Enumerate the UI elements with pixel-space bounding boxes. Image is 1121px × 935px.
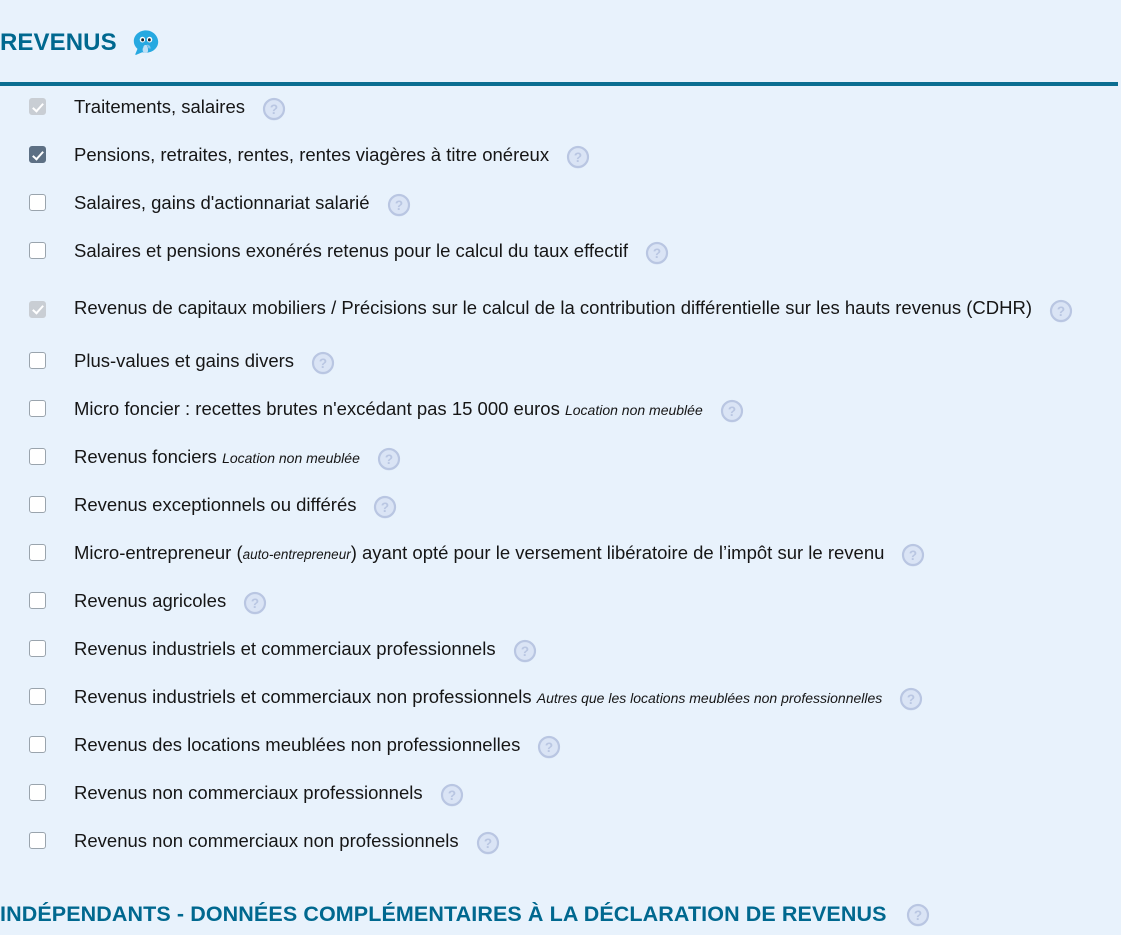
checkbox-label	[74, 820, 1120, 857]
svg-text:?: ?	[520, 644, 529, 660]
label-text: Revenus industriels et commerciaux professionnels	[74, 638, 496, 659]
checkbox-cell	[0, 134, 74, 163]
checkbox-row	[0, 278, 1121, 340]
checkbox-label	[74, 580, 1120, 617]
checkbox-cell	[0, 388, 74, 417]
checkbox-cell	[0, 580, 74, 609]
checkbox-cell	[0, 772, 74, 801]
checkbox-label	[74, 724, 1120, 761]
label-text: Revenus industriels et commerciaux non professionnels	[74, 686, 532, 707]
checkbox-3[interactable]	[29, 194, 46, 211]
checkbox-label	[74, 628, 1120, 665]
help-icon[interactable]	[717, 396, 747, 426]
checkbox-14[interactable]	[29, 736, 46, 753]
label-italic-note: auto-entrepreneur	[242, 547, 351, 562]
label-text: Revenus exceptionnels ou différés	[74, 494, 357, 515]
svg-text:?: ?	[483, 836, 492, 852]
checkbox-row	[0, 676, 1121, 724]
checkbox-row	[0, 724, 1121, 772]
checkbox-cell	[0, 724, 74, 753]
checkbox-8[interactable]	[29, 448, 46, 465]
checkbox-5	[29, 301, 46, 318]
svg-text:?: ?	[251, 596, 260, 612]
checkbox-label	[74, 340, 1120, 377]
svg-text:?: ?	[907, 692, 916, 708]
checkbox-11[interactable]	[29, 592, 46, 609]
svg-text:?: ?	[394, 198, 403, 214]
label-text: Pensions, retraites, rentes, rentes viagères à titre onéreux	[74, 144, 550, 165]
checkbox-cell	[0, 484, 74, 513]
checkbox-label	[74, 134, 1120, 171]
checkbox-row	[0, 182, 1121, 230]
checkbox-cell	[0, 532, 74, 561]
checkbox-label	[74, 484, 1120, 521]
checkbox-cell	[0, 230, 74, 259]
checkbox-label	[74, 436, 1120, 473]
help-icon[interactable]	[473, 828, 503, 858]
checkbox-label	[74, 86, 1120, 123]
checkbox-row	[0, 580, 1121, 628]
svg-text:?: ?	[652, 246, 662, 262]
checkbox-row	[0, 388, 1121, 436]
help-icon[interactable]	[534, 732, 564, 762]
svg-text:?: ?	[545, 740, 554, 756]
help-icon[interactable]	[896, 684, 926, 714]
label-text: Revenus non commerciaux professionnels	[74, 782, 423, 803]
label-text: Revenus agricoles	[74, 590, 227, 611]
label-text: Revenus des locations meublées non professionnelles	[74, 734, 521, 755]
help-icon[interactable]	[240, 588, 270, 618]
chatbot-assistant-icon[interactable]	[131, 28, 161, 58]
checkbox-cell	[0, 676, 74, 705]
checkbox-row	[0, 484, 1121, 532]
label-text: Revenus de capitaux mobiliers / Précisions sur le calcul de la contribution différentielle sur les hauts revenus (CDHR)	[74, 297, 1032, 319]
help-icon[interactable]	[898, 540, 928, 570]
checkbox-row	[0, 340, 1121, 388]
label-text: Salaires et pensions exonérés retenus pour le calcul du taux effectif	[74, 240, 628, 261]
checkbox-row	[0, 820, 1121, 868]
checkbox-1	[29, 98, 46, 115]
svg-text:?: ?	[318, 356, 328, 372]
checkbox-label	[74, 293, 1120, 324]
checkbox-12[interactable]	[29, 640, 46, 657]
checkbox-label	[74, 182, 1120, 219]
section-header-revenus	[0, 26, 161, 60]
checkbox-cell	[0, 182, 74, 211]
svg-text:?: ?	[447, 788, 456, 804]
checkbox-10[interactable]	[29, 544, 46, 561]
label-text: Traitements, salaires	[74, 96, 246, 117]
help-icon[interactable]	[1046, 296, 1076, 326]
svg-text:?: ?	[913, 908, 922, 924]
checkbox-2[interactable]	[29, 146, 46, 163]
help-icon[interactable]	[903, 900, 933, 930]
revenus-checkbox-list	[0, 86, 1121, 868]
label-text: Micro foncier : recettes brutes n'excédant pas 15 000 euros	[74, 398, 560, 419]
checkbox-row	[0, 134, 1121, 182]
help-icon[interactable]	[642, 238, 672, 268]
label-text: Micro-entrepreneur (auto-entrepreneur) ayant opté pour le versement libératoire de l’impôt sur le revenu	[74, 542, 885, 563]
checkbox-7[interactable]	[29, 400, 46, 417]
checkbox-cell	[0, 340, 74, 369]
help-icon[interactable]	[384, 190, 414, 220]
checkbox-row	[0, 532, 1121, 580]
label-text: Revenus non commerciaux non professionnels	[74, 830, 459, 851]
svg-text:?: ?	[384, 452, 393, 468]
checkbox-label	[74, 388, 1120, 425]
page-title: REVENUS	[0, 29, 117, 56]
help-icon[interactable]	[437, 780, 467, 810]
svg-text:?: ?	[573, 150, 583, 166]
checkbox-cell	[0, 628, 74, 657]
checkbox-15[interactable]	[29, 784, 46, 801]
svg-text:?: ?	[909, 548, 918, 564]
help-icon[interactable]	[259, 94, 289, 124]
checkbox-cell	[0, 436, 74, 465]
checkbox-label	[74, 230, 1120, 267]
checkbox-cell	[0, 820, 74, 849]
checkbox-cell	[0, 301, 74, 318]
label-sub-note: Autres que les locations meublées non professionnelles	[536, 690, 883, 706]
checkbox-label	[74, 676, 1120, 713]
help-icon[interactable]	[563, 142, 593, 172]
label-text: Revenus fonciers	[74, 446, 217, 467]
section-title-independants: INDÉPENDANTS - DONNÉES COMPLÉMENTAIRES À LA DÉCLARATION DE REVENUS	[0, 901, 887, 926]
help-icon[interactable]	[374, 444, 404, 474]
checkbox-row	[0, 628, 1121, 676]
svg-text:?: ?	[1056, 303, 1066, 319]
checkbox-cell	[0, 86, 74, 115]
checkbox-16[interactable]	[29, 832, 46, 849]
checkbox-row	[0, 230, 1121, 278]
checkbox-label	[74, 772, 1120, 809]
svg-text:?: ?	[269, 102, 279, 118]
help-icon[interactable]	[510, 636, 540, 666]
svg-text:?: ?	[381, 500, 390, 516]
label-text: Plus-values et gains divers	[74, 350, 295, 371]
label-sub-note: Location non meublée	[222, 450, 360, 466]
section-header-independants	[0, 898, 933, 930]
checkbox-4[interactable]	[29, 242, 46, 259]
checkbox-row	[0, 86, 1121, 134]
checkbox-6[interactable]	[29, 352, 46, 369]
checkbox-9[interactable]	[29, 496, 46, 513]
checkbox-row	[0, 436, 1121, 484]
checkbox-label	[74, 532, 1120, 569]
checkbox-row	[0, 772, 1121, 820]
label-sub-note: Location non meublée	[564, 402, 703, 418]
help-icon[interactable]	[370, 492, 400, 522]
label-text: Salaires, gains d'actionnariat salarié	[74, 192, 370, 213]
svg-text:?: ?	[727, 404, 736, 420]
help-icon[interactable]	[308, 348, 338, 378]
checkbox-13[interactable]	[29, 688, 46, 705]
